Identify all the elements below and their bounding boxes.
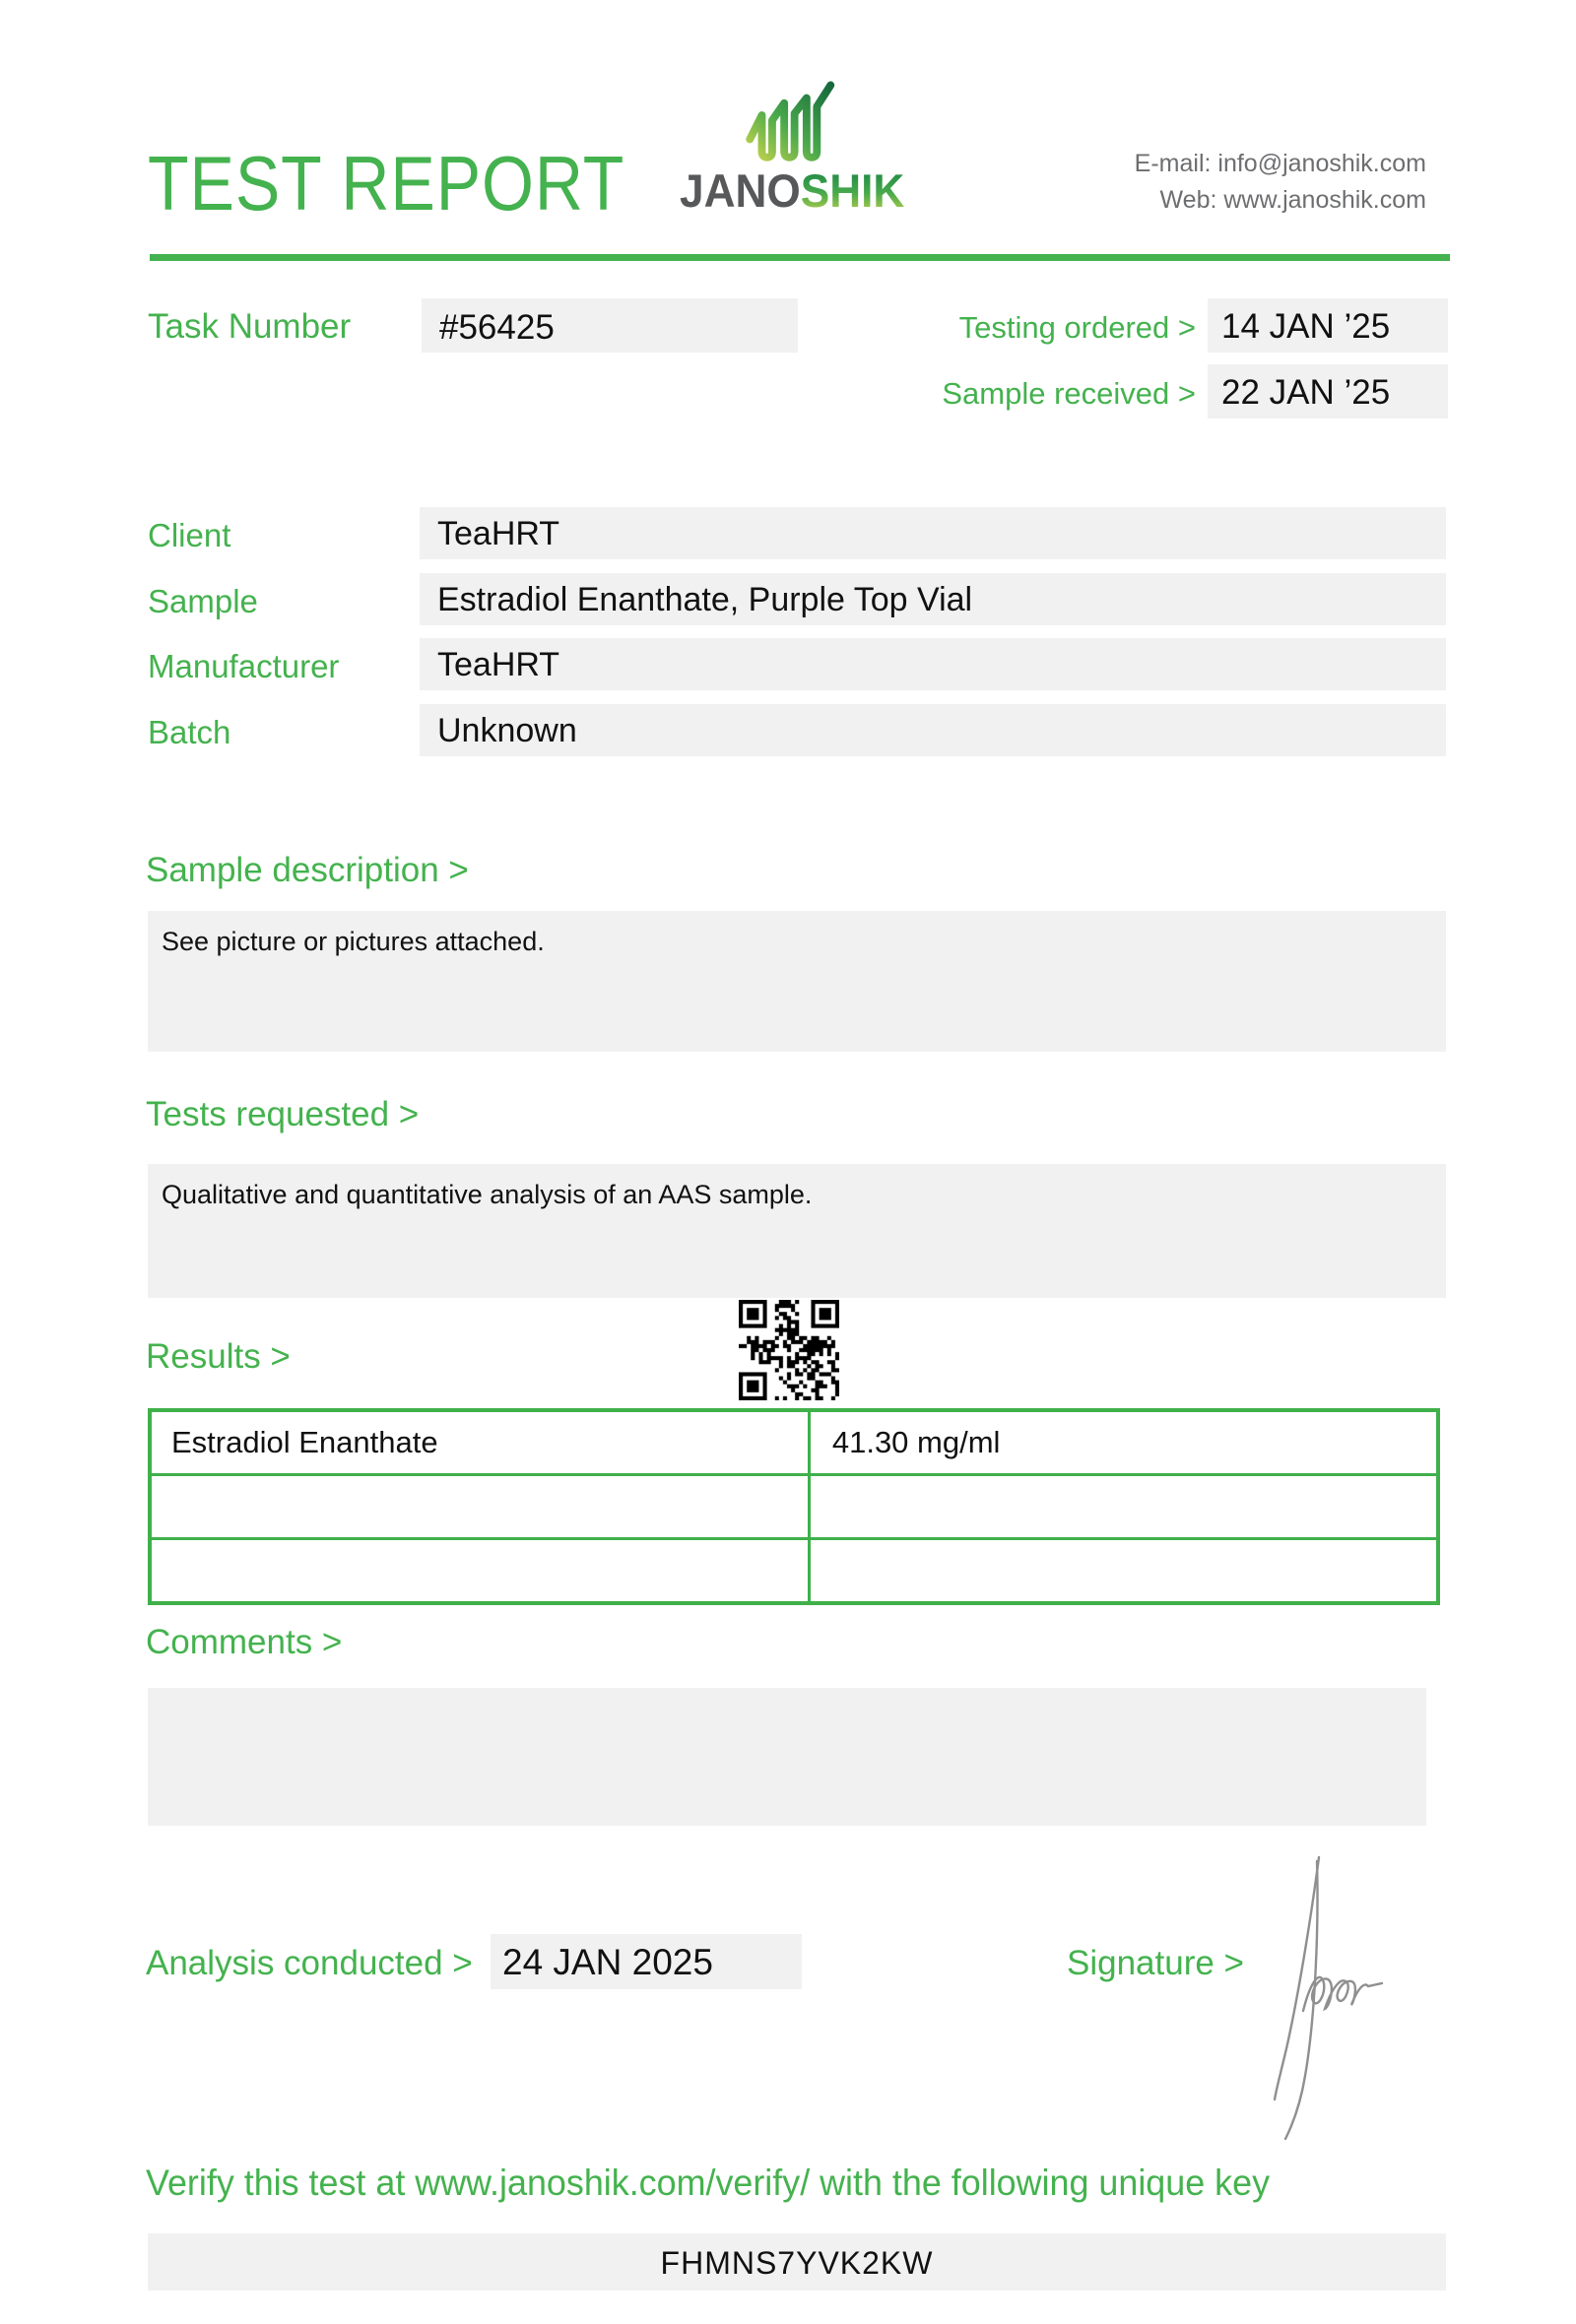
result-substance: [150, 1539, 809, 1604]
signature-image: [1274, 1851, 1392, 2142]
results-row: [150, 1539, 1438, 1604]
verify-key-field: [148, 2233, 1446, 2291]
testing-ordered-label: Testing ordered >: [958, 310, 1196, 345]
comments-box: [148, 1688, 1426, 1826]
sample-label: Sample: [148, 583, 258, 619]
header-divider: [150, 254, 1450, 261]
manufacturer-value: TeaHRT: [437, 646, 560, 683]
manufacturer-label: Manufacturer: [148, 648, 340, 684]
client-label: Client: [148, 517, 231, 553]
task-number-field: [422, 298, 798, 353]
sample-received-value: 22 JAN ’25: [1221, 373, 1391, 412]
results-table: [148, 1408, 1440, 1605]
testing-ordered-field: [1208, 298, 1448, 353]
task-number-label: Task Number: [148, 307, 352, 346]
result-substance: Estradiol Enanthate: [150, 1410, 809, 1475]
verify-instruction: Verify this test at www.janoshik.com/verify/ with the following unique key: [146, 2163, 1271, 2203]
contact-email: E-mail: info@janoshik.com: [1134, 150, 1426, 177]
brand-jano: JANO: [680, 164, 801, 217]
sample-description-box: [148, 911, 1446, 1052]
result-value: 41.30 mg/ml: [809, 1410, 1438, 1475]
sample-received-field: [1208, 364, 1448, 419]
page-title: TEST REPORT: [148, 140, 625, 226]
sample-description-heading: Sample description >: [146, 851, 469, 889]
brand-wordmark: [680, 164, 905, 217]
results-row: [150, 1410, 1438, 1475]
comments-text: [148, 1688, 1426, 1704]
client-field: [420, 507, 1446, 559]
tests-requested-box: [148, 1164, 1446, 1298]
results-heading: Results >: [146, 1337, 291, 1376]
logo-chart-icon: [745, 77, 839, 167]
manufacturer-field: [420, 638, 1446, 690]
testing-ordered-value: 14 JAN ’25: [1221, 307, 1391, 346]
comments-heading: Comments >: [146, 1623, 343, 1661]
sample-value: Estradiol Enanthate, Purple Top Vial: [437, 581, 973, 618]
result-value: [809, 1539, 1438, 1604]
batch-field: [420, 704, 1446, 756]
contact-web: Web: www.janoshik.com: [1159, 186, 1426, 214]
sample-field: [420, 573, 1446, 625]
tests-requested-heading: Tests requested >: [146, 1095, 420, 1133]
verify-key-value: FHMNS7YVK2KW: [660, 2245, 934, 2281]
qr-code-image: [739, 1300, 839, 1400]
sample-received-label: Sample received >: [942, 376, 1196, 411]
result-value: [809, 1475, 1438, 1539]
analysis-date-value: 24 JAN 2025: [502, 1942, 713, 1982]
signature-label: Signature >: [1067, 1944, 1244, 1982]
client-value: TeaHRT: [437, 515, 560, 552]
tests-requested-text: Qualitative and quantitative analysis of an AAS sample.: [162, 1180, 813, 1209]
batch-label: Batch: [148, 714, 231, 750]
brand-shik: SHIK: [800, 164, 905, 217]
sample-description-text: See picture or pictures attached.: [162, 927, 545, 956]
contact-block: [1135, 146, 1426, 219]
results-row: [150, 1475, 1438, 1539]
batch-value: Unknown: [437, 712, 577, 749]
analysis-conducted-label: Analysis conducted >: [146, 1944, 473, 1982]
result-substance: [150, 1475, 809, 1539]
task-number-value: #56425: [439, 308, 555, 347]
analysis-date-field: [491, 1934, 802, 1989]
